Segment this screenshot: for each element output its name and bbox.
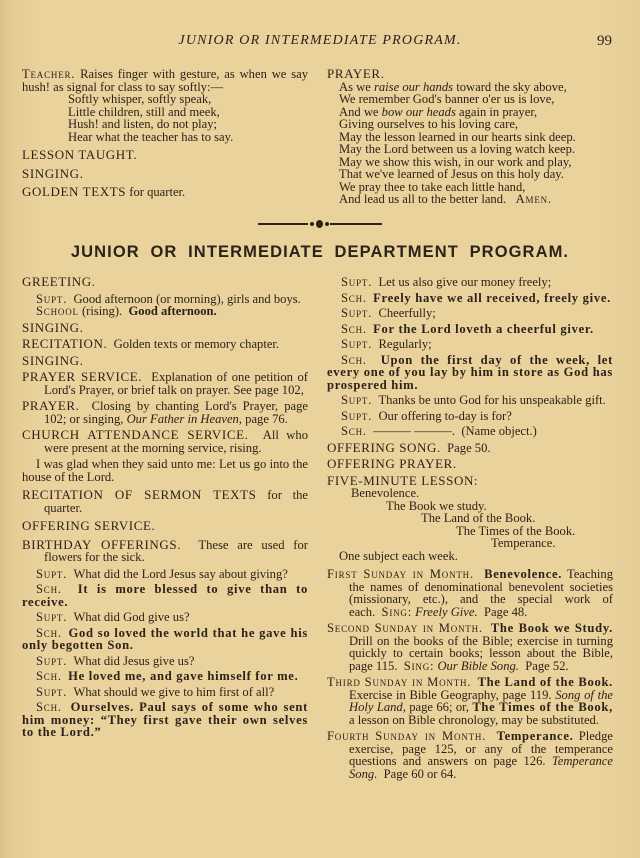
sunday-schedule xyxy=(327,568,613,780)
lesson-step: Benevolence. xyxy=(351,486,420,500)
verse-line: Hear what the teacher has to say. xyxy=(68,129,234,144)
dialogue-line xyxy=(327,394,613,407)
supt-question: What did Jesus give us? xyxy=(73,653,195,668)
prayer-verse xyxy=(327,81,613,206)
singing-heading: SINGING. xyxy=(22,319,84,335)
page-number: 99 xyxy=(597,33,612,49)
verse-line: Little children, still and meek, xyxy=(68,104,220,119)
supt-question: What did the Lord Jesus say about giving? xyxy=(73,566,288,581)
teacher-label: Teacher. xyxy=(22,67,76,81)
sunday-label: Fourth Sunday in Month. xyxy=(327,729,487,743)
supt-question: Let us also give our money freely; xyxy=(378,275,552,289)
dialogue-line xyxy=(22,627,308,652)
song-page: , page 66; or, xyxy=(402,700,469,714)
lesson-steps xyxy=(327,487,613,562)
school-response: For the Lord loveth a cheerful giver. xyxy=(373,321,594,336)
verse-line: May the lesson learned in our hearts sink deep. xyxy=(339,129,576,144)
speaker-label: School xyxy=(36,304,79,318)
alt-text: a lesson on Bible chronology, may be substituted. xyxy=(349,712,599,727)
supt-question: Our offering to-day is for? xyxy=(378,408,512,423)
greeting-heading: GREETING. xyxy=(22,274,96,289)
page-ref: Page 60 or 64. xyxy=(383,766,457,781)
sing-label: Sing: xyxy=(381,604,413,619)
church-attendance-item xyxy=(22,429,308,454)
sunday-item xyxy=(327,568,613,618)
dialogue-line xyxy=(22,611,308,624)
prayer-label: PRAYER. xyxy=(22,398,80,413)
golden-texts-item xyxy=(22,186,308,199)
dialogue-line xyxy=(22,686,308,699)
prayer-service-item xyxy=(22,371,308,396)
emphasis: raise our hands xyxy=(373,79,454,94)
top-right-column xyxy=(327,68,613,206)
sing-label: Sing: xyxy=(403,658,435,673)
emphasis: bow our heads xyxy=(381,104,456,119)
birthday-offerings-item xyxy=(22,536,308,564)
speaker-label: Supt. xyxy=(341,275,373,289)
teacher-text: Raises finger with gesture, as when we say hush! as signal for class to say softly:— xyxy=(22,67,309,94)
sunday-label: Second Sunday in Month. xyxy=(327,621,483,635)
sunday-item xyxy=(327,622,613,672)
dialogue-line xyxy=(22,568,308,581)
verse-line: Hush! and listen, do not play; xyxy=(68,117,218,131)
sch-name-object xyxy=(327,425,613,438)
verse-line: And we bow our heads again in prayer, xyxy=(339,104,538,119)
sunday-text: Teaching the names of denominational benevolent societies (missionary, etc.), and the special work of each. xyxy=(349,567,613,619)
supt-question: What did God give us? xyxy=(73,610,190,624)
glad-scripture: I was glad when they said unto me: Let us go into the house of the Lord. xyxy=(22,457,308,484)
sunday-label: Third Sunday in Month. xyxy=(327,675,472,689)
speaker-label: Supt. xyxy=(341,306,373,320)
dialogue-line xyxy=(327,276,613,289)
verse-line: Giving ourselves to his loving care, xyxy=(339,117,519,131)
lesson-taught-heading: LESSON TAUGHT. xyxy=(22,147,138,162)
dialogue-line xyxy=(327,354,613,392)
prayer-item xyxy=(22,400,308,425)
alt-topic: The Times of the Book, xyxy=(472,700,613,714)
school-note: (rising). xyxy=(81,304,123,318)
sermon-texts-text: for the quarter. xyxy=(44,488,309,515)
dialogue-line xyxy=(22,583,308,608)
dialogue-line xyxy=(22,655,308,668)
verse-line: We pray thee to take each little hand, xyxy=(339,179,526,194)
sunday-topic: Temperance. xyxy=(496,729,574,743)
speaker-label: Sch. xyxy=(36,582,62,596)
ornamental-divider xyxy=(258,221,382,227)
greeting-school xyxy=(22,305,308,318)
song-title: Song of the Holy Land xyxy=(349,687,613,714)
speaker-label: Supt. xyxy=(341,337,373,351)
right-dialogue xyxy=(327,276,613,422)
speaker-label: Sch. xyxy=(341,321,367,336)
verse-line: May the Lord between us a loving watch keep. xyxy=(339,142,576,156)
speaker-label: Supt. xyxy=(36,684,68,699)
speaker-label: Sch. xyxy=(36,669,62,683)
sunday-text: Exercise in Bible Geography, page 119. xyxy=(349,687,552,702)
hymn-title: Our Father in Heaven xyxy=(126,411,239,426)
verse-line: As we raise our hands toward the sky above, xyxy=(339,79,567,94)
school-response: He loved me, and gave himself for me. xyxy=(68,669,299,683)
one-subject-note: One subject each week. xyxy=(339,548,458,563)
birthday-offerings-label: BIRTHDAY OFFERINGS. xyxy=(22,536,182,552)
sunday-item xyxy=(327,676,613,726)
sunday-topic: The Book we Study. xyxy=(490,621,613,635)
sunday-text: Drill on the books of the Bible; exercise in turning quickly to certain books; lesson about the Bible, page 115. xyxy=(349,633,613,673)
supt-question: Regularly; xyxy=(378,337,432,351)
offering-prayer-heading: OFFERING PRAYER. xyxy=(327,456,457,471)
blank-line: ——— ———. xyxy=(373,424,456,438)
speaker-label: Supt. xyxy=(341,393,373,407)
prayer-page: , page 76. xyxy=(238,411,288,426)
section-title: JUNIOR OR INTERMEDIATE DEPARTMENT PROGRAM. xyxy=(70,243,570,261)
supt-question: Cheerfully; xyxy=(378,306,436,320)
church-attendance-text: All who were present at the morning service, rising. xyxy=(44,428,308,455)
recitation-item xyxy=(22,338,308,351)
speaker-label: Supt. xyxy=(36,653,68,668)
speaker-label: Sch. xyxy=(341,424,367,438)
name-object-note: (Name object.) xyxy=(461,424,537,438)
church-attendance-label: CHURCH ATTENDANCE SERVICE. xyxy=(22,427,249,442)
recitation-label: RECITATION. xyxy=(22,336,108,351)
school-response: Upon the first day of the week, let every one of you lay by him in store as God has prospered him. xyxy=(327,352,613,392)
verse-line: And lead us all to the better land. Amen. xyxy=(339,192,552,206)
supt-question: Thanks be unto God for his unspeakable gift. xyxy=(378,393,606,407)
speaker-label: Supt. xyxy=(341,408,373,423)
greeting-supt-text: Good afternoon (or morning), girls and boys. xyxy=(73,291,301,306)
verse-line: May we show this wish, in our work and play, xyxy=(339,154,572,169)
prayer-service-label: PRAYER SERVICE. xyxy=(22,369,143,384)
speaker-label: Sch. xyxy=(341,290,367,305)
offering-song-label: OFFERING SONG. xyxy=(327,439,441,455)
sunday-topic: Benevolence. xyxy=(484,567,563,581)
speaker-label: Sch. xyxy=(341,352,367,367)
sunday-label: First Sunday in Month. xyxy=(327,567,474,581)
five-minute-lesson-heading: FIVE-MINUTE LESSON: xyxy=(327,472,479,488)
sermon-texts-item xyxy=(22,489,308,514)
page-ref: Page 52. xyxy=(525,658,569,673)
golden-texts-text: for quarter. xyxy=(129,185,186,199)
prayer-service-text: Explanation of one petition of Lord's Prayer, or brief talk on prayer. See page 102, xyxy=(44,370,308,397)
teacher-instruction xyxy=(22,68,308,93)
school-response: Good afternoon. xyxy=(128,304,217,318)
dialogue-line xyxy=(22,670,308,683)
speaker-label: Supt. xyxy=(36,566,68,581)
dialogue-line xyxy=(327,307,613,320)
singing-heading: SINGING. xyxy=(22,165,84,181)
lesson-step: The Book we study. xyxy=(386,498,487,513)
sunday-text: Pledge exercise, page 125, or any of the temperance questions and answers on page 126. xyxy=(349,729,613,768)
top-left-column xyxy=(22,68,308,199)
speaker-label: Sch. xyxy=(36,700,62,714)
prayer-text: Closing by chanting Lord's Prayer, page 102; or singing, xyxy=(44,399,309,426)
verse-line: We remember God's banner o'er us is love, xyxy=(339,92,555,106)
speaker-label: Sch. xyxy=(36,625,62,640)
verse-line: Softly whisper, softly speak, xyxy=(68,92,212,106)
lesson-step: The Land of the Book. xyxy=(421,511,536,525)
speaker-label: Supt. xyxy=(36,610,68,624)
dialogue-line xyxy=(327,338,613,351)
golden-texts-label: GOLDEN TEXTS xyxy=(22,184,127,199)
offering-song-item xyxy=(327,439,613,455)
dialogue-line xyxy=(327,292,613,305)
birthday-offerings-text: These are used for flowers for the sick. xyxy=(44,537,308,564)
program-left-column xyxy=(22,276,308,742)
dialogue-line xyxy=(327,323,613,336)
song-title: Freely Give. xyxy=(415,604,478,619)
amen: Amen. xyxy=(515,192,552,206)
supt-question: What should we give to him first of all? xyxy=(73,684,275,699)
page-ref: Page 48. xyxy=(483,604,528,619)
sermon-texts-label: RECITATION OF SERMON TEXTS xyxy=(22,487,257,502)
speaker-label: Supt. xyxy=(36,291,68,306)
singing-heading: SINGING. xyxy=(22,352,84,368)
hush-verse xyxy=(22,93,308,143)
recitation-text: Golden texts or memory chapter. xyxy=(113,337,280,351)
offering-service-heading: OFFERING SERVICE. xyxy=(22,518,156,533)
program-right-column xyxy=(327,276,613,784)
dialogue-line xyxy=(327,410,613,423)
sunday-item xyxy=(327,730,613,780)
school-response: It is more blessed to give than to receive. xyxy=(22,582,309,609)
offering-song-text: Page 50. xyxy=(447,440,491,455)
dialogue-line xyxy=(22,701,308,739)
school-response: Freely have we all received, freely give. xyxy=(373,290,611,305)
prayer-heading: PRAYER. xyxy=(327,66,385,81)
school-response: God so loved the world that he gave his only begotten Son. xyxy=(22,625,308,652)
left-dialogue xyxy=(22,568,308,739)
verse-line: That we've learned of Jesus on this holy day. xyxy=(339,167,564,181)
lesson-step: The Times of the Book. xyxy=(456,523,576,538)
song-title: Temperance Song. xyxy=(349,754,613,781)
lesson-step: Temperance. xyxy=(491,536,556,550)
song-title: Our Bible Song. xyxy=(437,658,519,673)
running-title: JUNIOR OR INTERMEDIATE PROGRAM. xyxy=(178,33,462,48)
school-response: Ourselves. Paul says of some who sent him money: “They first gave their own selves to the Lord.” xyxy=(22,700,308,739)
sunday-topic: The Land of the Book. xyxy=(477,675,614,689)
